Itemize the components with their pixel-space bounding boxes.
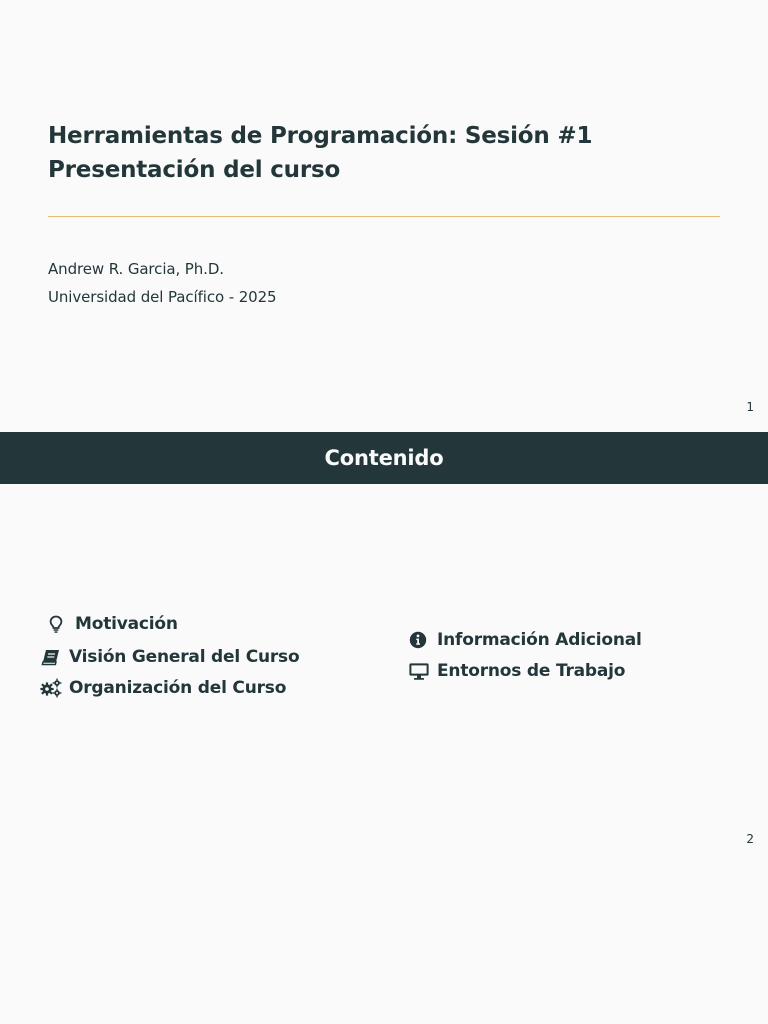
toc-item-label: Información Adicional: [437, 630, 642, 650]
toc-item-entornos-trabajo[interactable]: [408, 659, 625, 683]
toc-item-motivacion[interactable]: [46, 612, 178, 636]
slide-subtitle: Presentación del curso: [48, 157, 341, 183]
toc-item-organizacion[interactable]: [40, 676, 286, 700]
page-number: 1: [746, 400, 754, 414]
frame-title: Contenido: [0, 432, 768, 484]
lightbulb-icon: [46, 614, 68, 634]
desktop-icon: [408, 661, 430, 681]
toc-item-informacion-adicional[interactable]: [408, 628, 642, 652]
title-divider: [48, 216, 720, 217]
page-number: 2: [746, 832, 754, 846]
institute-name: Universidad del Pacífico - 2025: [48, 288, 277, 306]
toc-item-label: Motivación: [75, 614, 178, 634]
toc-item-vision-general[interactable]: [40, 645, 299, 669]
author-name: Andrew R. Garcia, Ph.D.: [48, 260, 224, 278]
gears-icon: [40, 678, 62, 698]
toc-item-label: Visión General del Curso: [69, 647, 300, 667]
toc-item-label: Entornos de Trabajo: [437, 661, 626, 681]
info-circle-icon: [408, 630, 430, 650]
title-slide: [0, 0, 768, 432]
toc-item-label: Organización del Curso: [69, 678, 287, 698]
slide-title: [48, 119, 592, 187]
book-icon: [40, 647, 62, 667]
slide-title-line1: Herramientas de Programación: Sesión #1: [48, 123, 593, 149]
